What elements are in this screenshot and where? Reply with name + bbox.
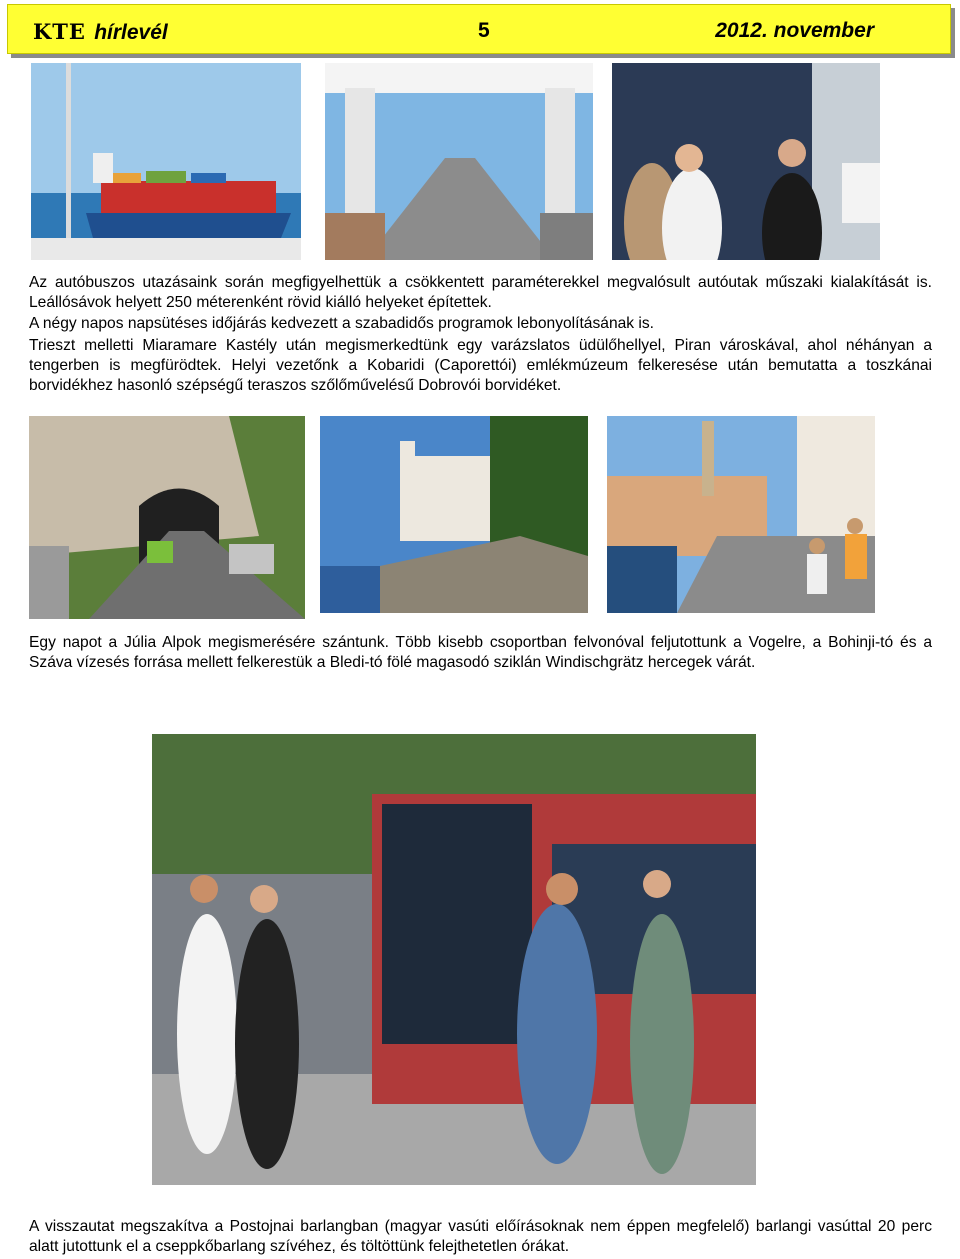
newsletter-subtitle: hírlevél (94, 21, 168, 44)
photo-piran-harbour (607, 416, 875, 613)
photo-miramare-castle (320, 416, 588, 613)
photo-coastal-tunnel (29, 416, 305, 619)
paragraph-postojna-cave: A visszautat megszakítva a Postojnai barlangban (magyar vasúti előírásoknak nem éppen megfelelő) barlangi vasúttal 20 perc alatt jutottunk el a cseppkőbarlang szívéhez, és töltöttünk felejthetetlen órákat. (29, 1218, 932, 1255)
issue-date: 2012. november (715, 19, 874, 42)
newsletter-header (7, 4, 951, 54)
paragraph-roads: Az autóbuszos utazásaink során megfigyelhettük a csökkentett paraméterekkel megvalósult autóutak műszaki kialakítását is. Leállósávok helyett 250 méterenként rövid kiálló helyeket építettek. (29, 274, 932, 311)
newsletter-logo: KTE hírlevél (33, 19, 168, 44)
photo-travellers-bus (152, 734, 756, 1185)
paragraph-trieste-piran: Trieszt melletti Miaramare Kastély után megismerkedtünk egy varázslatos üdülőhellyel, Piran városkával, ahol néhányan a tengerben is megfürödtek. Helyi vezetőnk a Kobaridi (Caporettói) emlékmúzeum felkeresése után bemutatta a toszkánai borvidékhez hasonló szépségű teraszos szőlőművelésű Dobrovói borvidéket. (29, 337, 932, 394)
page-number: 5 (478, 19, 490, 42)
paragraph-julian-alps: Egy napot a Júlia Alpok megismerésére szántunk. Több kisebb csoportban felvonóval feljutottunk a Vogelre, a Bohinji-tó és a Száva vízesés forrása mellett felkerestük a Bledi-tó fölé magasodó sziklán Windischgrätz hercegek várát. (29, 634, 932, 671)
photo-group-by-bus (612, 63, 880, 260)
photo-port-gantry (325, 63, 593, 260)
photo-cargo-ship (31, 63, 301, 260)
paragraph-weather: A négy napos napsütéses időjárás kedvezett a szabadidős programok lebonyolításának is. (29, 315, 655, 332)
